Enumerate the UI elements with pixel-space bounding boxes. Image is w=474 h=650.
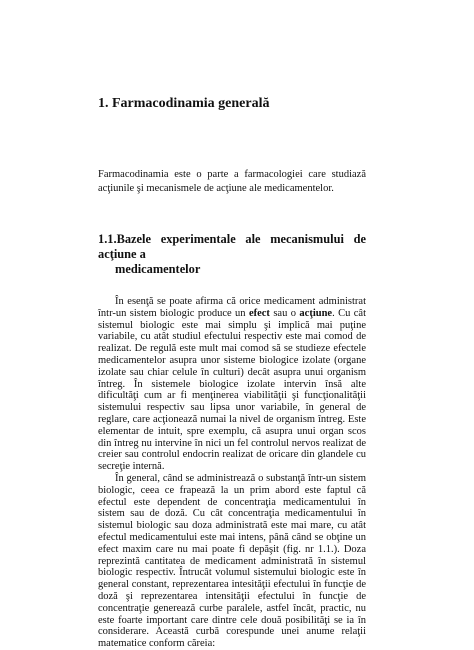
term-efect: efect [248,307,270,319]
body-text [98,296,366,650]
section-heading-line1: 1.1.Bazele experimentale ale mecanismului de acţiune a [98,232,366,261]
paragraph-1 [98,296,366,473]
intro-paragraph: Farmacodinamia este o parte a farmacologiei care studiază acţiunile şi mecanismele de acţiune ale medicamentelor. [98,169,366,194]
paragraph-2: În general, când se administrează o substanţă într-un sistem biologic, ceea ce frapează la un prim abord este faptul că efectul este dependent de concentraţia medicamentului în sistem sau de doză. Cu cât concentraţia medicamentului în sistemul biologic sau doza administrată este mai mare, cu atât efectul medicamentului este mai intens, până când se obţine un efect maxim care nu mai poate fi depăşit (fig. nr 1.1.). Doza reprezintă cantitatea de medicament administrată în sistemul biologic respectiv. Întrucât volumul sistemului biologic este în general constant, reprezentarea intesităţii efectului în funcţie de doză şi reprezentarea intensităţii efectului în funcţie de concentraţie generează curbe paralele, astfel încât, practic, nu este foarte important care dintre cele două posibilităţi se ia în considerare. Această curbă corespunde unei anume relaţii matematice conform căreia: [98,472,366,650]
section-heading-line2: medicamentelor [115,262,201,276]
paragraph-1-rest: . Cu cât sistemul biologic este mai simplu şi implică mai puţine variabile, cu atât studiul efectului respectiv este mai comod de realizat. De regulă este mult mai comod să se studieze efectele medicamentelor asupra unor sisteme biologice izolate (organe izolate sau chiar celule în culturi) decât asupra unui organism întreg. În sistemele biologice izolate intervin însă alte dificultăţi cum ar fi menţinerea viabilităţii şi funcţionalităţii sistemului respectiv sau lipsa unor variabile, în general de reglare, care acţionează numai la nivel de organism întreg. Este elementar de intuit, spre exemplu, că asupra unui organ scos din întreg nu intervine în nici un fel controlul nervos realizat de creier sau controlul endocrin realizat de oricare din glandele cu secreţie internă. [98,307,367,473]
term-actiune: acţiune [299,307,333,319]
chapter-heading: 1. Farmacodinamia generală [98,96,270,111]
paragraph-1-between: sau o [269,307,300,319]
section-heading [98,232,366,277]
paragraph-1-start: În esenţă se poate afirma că orice medicament administrat într-un sistem biologic produce un [98,296,366,319]
